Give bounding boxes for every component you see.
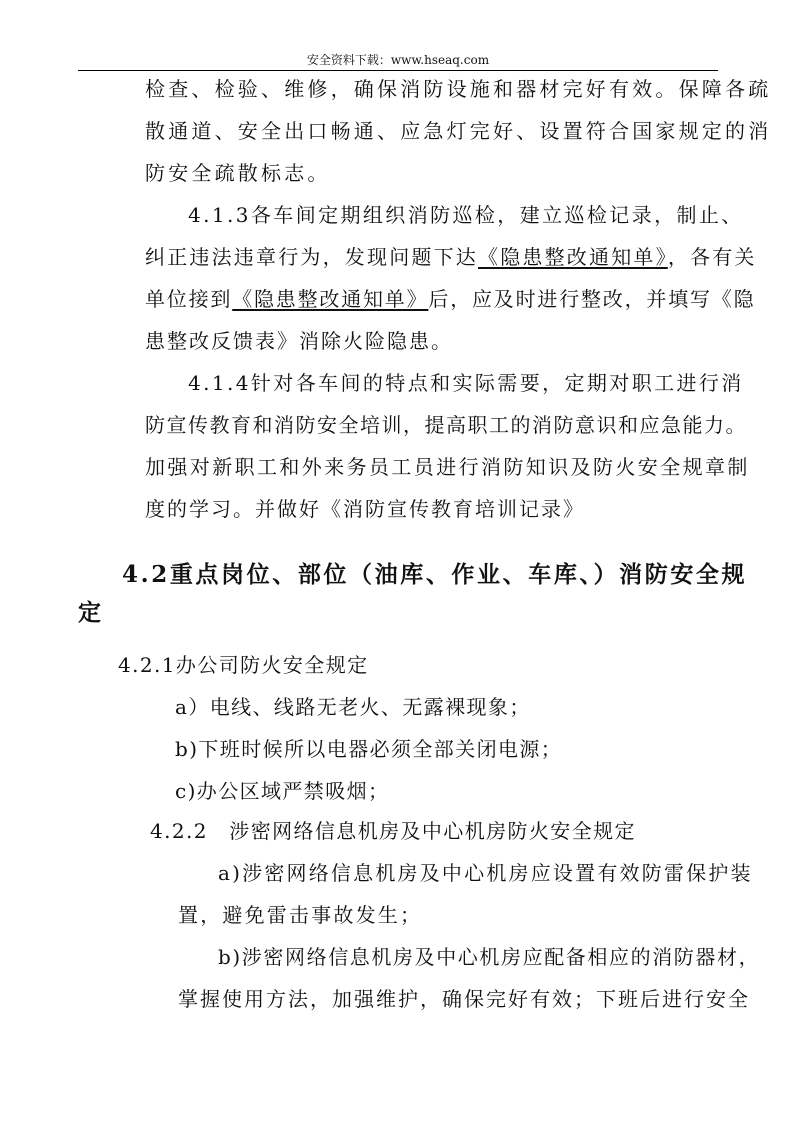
text-run: 后，应及时进行整改，并填写《隐 xyxy=(428,287,756,311)
paragraph-line: 检查、检验、维修，确保消防设施和器材完好有效。保障各疏 xyxy=(145,77,772,101)
paragraph-line: 置，避免雷击事故发生； xyxy=(178,903,423,927)
paragraph-line: 4.1.4针对各车间的特点和实际需要，定期对职工进行消 xyxy=(188,371,744,395)
text-run: ，各有关 xyxy=(667,245,757,269)
paragraph-line: b)涉密网络信息机房及中心机房应配备相应的消防器材， xyxy=(218,945,761,969)
paragraph-line: a)涉密网络信息机房及中心机房应设置有效防雷保护装 xyxy=(218,861,753,885)
subsection-title: 4.2.2 涉密网络信息机房及中心机房防火安全规定 xyxy=(150,819,636,843)
section-heading-line2: 定 xyxy=(78,599,104,626)
paragraph-line: 度的学习。并做好《消防宣传教育培训记录》 xyxy=(145,497,585,521)
header-rule xyxy=(78,70,718,71)
paragraph-line: 4.1.3各车间定期组织消防巡检，建立巡检记录，制止、 xyxy=(188,203,744,227)
text-run: 单位接到 xyxy=(145,287,233,311)
paragraph-line: 患整改反馈表》消除火险隐患。 xyxy=(145,329,453,353)
paragraph-line: 掌握使用方法，加强维护，确保完好有效；下班后进行安全 xyxy=(178,987,750,1011)
list-item: a）电线、线路无老火、无露裸现象； xyxy=(175,695,531,719)
paragraph-line xyxy=(145,244,757,270)
list-item: c)办公区域严禁吸烟； xyxy=(175,779,390,803)
document-reference: 《隐患整改通知单》 xyxy=(478,245,668,269)
paragraph-line: 防安全疏散标志。 xyxy=(145,161,331,185)
subsection-title: 4.2.1办公司防火安全规定 xyxy=(118,653,369,677)
paragraph-line: 加强对新职工和外来务员工员进行消防知识及防火安全规章制 xyxy=(145,455,750,479)
paragraph-line xyxy=(145,286,755,312)
header-text: 安全资料下载：www.hseaq.com xyxy=(306,53,490,67)
list-item: b)下班时候所以电器必须全部关闭电源； xyxy=(175,737,563,761)
paragraph-line: 散通道、安全出口畅通、应急灯完好、设置符合国家规定的消 xyxy=(145,119,772,143)
section-heading-line1: 4.2重点岗位、部位（油库、作业、车库、）消防安全规 xyxy=(122,561,748,588)
paragraph-line: 防宣传教育和消防安全培训，提高职工的消防意识和应急能力。 xyxy=(145,413,747,437)
document-reference: 《隐患整改通知单》 xyxy=(232,287,429,311)
text-run: 纠正违法违章行为，发现问题下达 xyxy=(145,245,478,269)
